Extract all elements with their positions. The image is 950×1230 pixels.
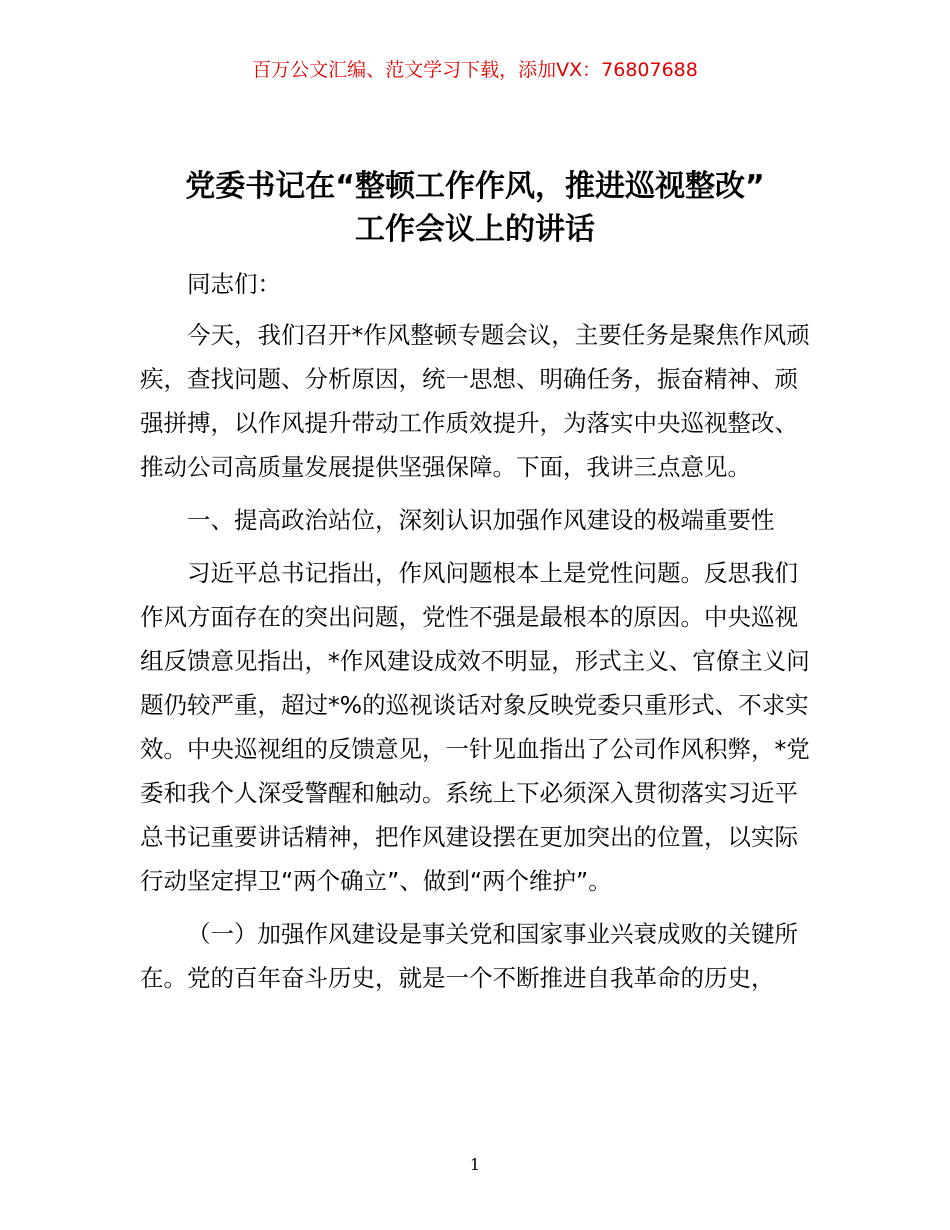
body-paragraph-section-1: 习近平总书记指出，作风问题根本上是党性问题。反思我们作风方面存在的突出问题，党性不强是最根本的原因。中央巡视组反馈意见指出，*作风建设成效不明显，形式主义、官僚主义问题仍较严重，超过*%的巡视谈话对象反映党委只重形式、不求实效。中央巡视组的反馈意见，一针见血指出了公司作风积弊，*党委和我个人深受警醒和触动。系统上下必须深入贯彻落实习近平总书记重要讲话精神，把作风建设摆在更加突出的位置，以实际行动坚定捍卫“两个确立”、做到“两个维护”。 [140, 559, 810, 895]
page-number: 1 [469, 1155, 481, 1174]
salutation: 同志们： [187, 270, 281, 298]
document-title [110, 165, 840, 251]
title-line-2: 工作会议上的讲话 [355, 212, 595, 247]
document-body [140, 262, 820, 1000]
body-paragraph-intro: 今天，我们召开*作风整顿专题会议，主要任务是聚焦作风顽疾，查找问题、分析原因，统一思想、明确任务，振奋精神、顽强拼搏，以作风提升带动工作质效提升，为落实中央巡视整改、推动公司高质量发展提供坚强保障。下面，我讲三点意见。 [140, 321, 810, 481]
header-watermark: 百万公文汇编、范文学习下载，添加VX：76807688 [252, 59, 698, 81]
section-heading-1: 一、提高政治站位，深刻认识加强作风建设的极端重要性 [187, 506, 775, 534]
title-line-1: 党委书记在“整顿工作作风，推进巡视整改” [185, 169, 765, 204]
body-paragraph-subsection-1: （一）加强作风建设是事关党和国家事业兴衰成败的关键所在。党的百年奋斗历史，就是一个不断推进自我革命的历史， [140, 920, 798, 992]
